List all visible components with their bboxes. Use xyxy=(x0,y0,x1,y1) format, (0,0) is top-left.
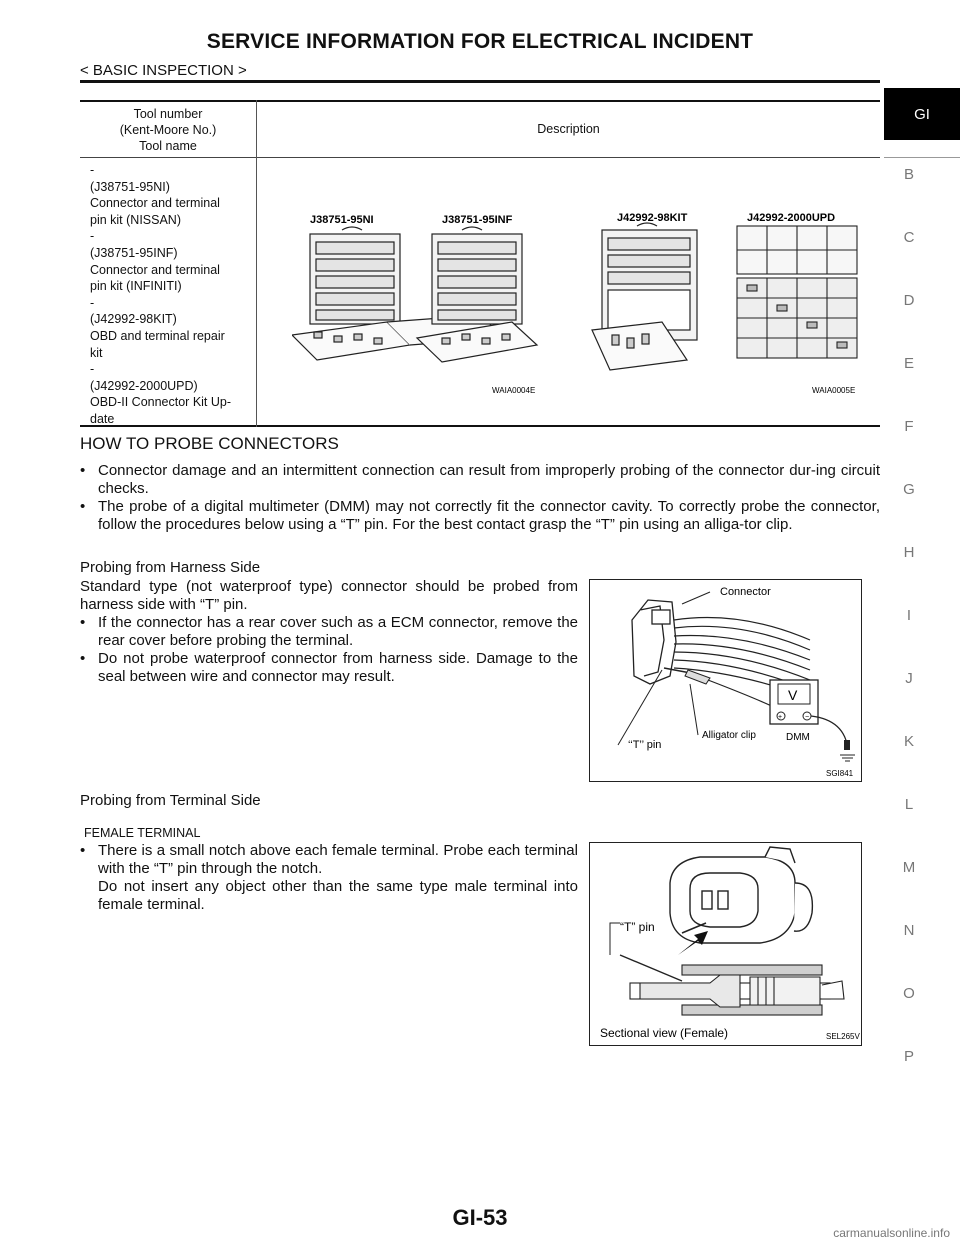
terminal-probe-figure xyxy=(589,842,862,1046)
tool-line: Connector and terminal xyxy=(90,196,220,211)
table-rule xyxy=(80,100,880,102)
figure-caption: Sectional view (Female) xyxy=(600,1026,729,1040)
table-header-tool xyxy=(80,106,256,154)
header-rule xyxy=(80,80,880,83)
tool-line: (J38751-95NI) xyxy=(90,179,170,194)
harness-probe-figure xyxy=(589,579,862,782)
tool-list xyxy=(90,162,250,428)
side-index-letter[interactable]: N xyxy=(903,922,915,939)
side-index-letter[interactable]: K xyxy=(903,733,914,750)
tool-line: OBD-II Connector Kit Up- xyxy=(90,395,232,410)
alligator-clip-icon xyxy=(685,670,710,684)
figure-code: SEL265V xyxy=(826,1032,860,1041)
subsection-heading: Probing from Harness Side xyxy=(80,559,261,576)
side-index-letter[interactable]: H xyxy=(903,544,915,561)
tool-line: - xyxy=(90,295,95,310)
tool-line: pin kit (NISSAN) xyxy=(90,212,181,227)
bullet-marker: • xyxy=(80,650,86,667)
bullet-text: Connector damage and an intermittent connection can result from improperly probing of the connector dur-ing circuit checks. xyxy=(98,462,880,497)
kit-label: J38751-95INF xyxy=(442,214,513,226)
side-index-letter[interactable]: B xyxy=(903,166,914,183)
side-index-letter[interactable]: O xyxy=(903,985,915,1002)
drawer-case-icon xyxy=(592,223,697,370)
list-item xyxy=(80,498,880,534)
figure-label: “T” pin xyxy=(620,920,655,934)
tool-line: Connector and terminal xyxy=(90,262,220,277)
list-item xyxy=(80,614,578,650)
minus-glyph: − xyxy=(805,714,810,721)
plus-glyph: + xyxy=(778,714,783,721)
side-index-letter[interactable]: F xyxy=(904,418,914,435)
figure-label: ‘‘T’’ pin xyxy=(628,739,662,751)
drawer-case-icon xyxy=(417,227,537,362)
figure-label: Connector xyxy=(720,586,771,598)
tool-line: OBD and terminal repair xyxy=(90,328,225,343)
tool-line: (J42992-98KIT) xyxy=(90,312,177,327)
table-rule xyxy=(80,157,880,158)
kit-label: J42992-2000UPD xyxy=(747,212,836,224)
kit-label: J38751-95NI xyxy=(310,214,374,226)
side-index-letter[interactable]: P xyxy=(903,1048,914,1065)
bullet-text: Do not insert any object other than the same type male terminal into female terminal. xyxy=(98,878,578,913)
side-index-letter[interactable]: L xyxy=(904,796,914,813)
list-item xyxy=(80,650,578,686)
watermark: carmanualsonline.info xyxy=(833,1226,950,1240)
subsection-subheading: FEMALE TERMINAL xyxy=(84,826,201,840)
figure-label: DMM xyxy=(786,732,810,743)
breadcrumb: < BASIC INSPECTION > xyxy=(80,62,247,79)
figure-code: WAIA0004E xyxy=(492,386,536,395)
table-header-description: Description xyxy=(537,122,600,136)
figure-code: WAIA0005E xyxy=(812,386,856,395)
bullet-text: There is a small notch above each female terminal. Probe each terminal with the “T” pin through the notch. xyxy=(98,842,578,877)
table-column-divider xyxy=(256,100,257,427)
tool-line: (J38751-95INF) xyxy=(90,245,178,260)
harness-probe-diagram xyxy=(590,580,861,781)
tool-line: - xyxy=(90,163,95,177)
page-title: SERVICE INFORMATION FOR ELECTRICAL INCIDENT xyxy=(206,30,754,53)
bullet-text: If the connector has a rear cover such as a ECM connector, remove the rear cover before probing the terminal. xyxy=(98,614,578,649)
list-item xyxy=(80,842,578,914)
kit-label: J42992-98KIT xyxy=(617,212,688,224)
tool-line: date xyxy=(90,411,115,426)
header-line: Tool name xyxy=(139,139,197,153)
page-number: GI-53 xyxy=(452,1205,508,1230)
terminal-probe-diagram xyxy=(590,843,861,1045)
subsection-heading: Probing from Terminal Side xyxy=(80,792,261,809)
bullet-marker: • xyxy=(80,842,86,859)
side-index-letter[interactable]: I xyxy=(906,607,912,624)
header-line: (Kent-Moore No.) xyxy=(119,123,217,137)
figure-code: SGI841 xyxy=(826,769,854,778)
bullet-marker: • xyxy=(80,498,86,515)
side-index-letter[interactable]: G xyxy=(903,481,915,498)
tool-line: - xyxy=(90,362,95,377)
bullet-text: The probe of a digital multimeter (DMM) may not correctly fit the connector cavity. To correctly probe the connector, follow the procedures below using a “T” pin. For the best contact grasp the “T” pin using an alliga-tor clip. xyxy=(98,498,880,533)
connector-kits-illustration xyxy=(292,210,872,405)
tool-line: - xyxy=(90,229,95,244)
side-index-active-tab[interactable]: GI xyxy=(884,88,960,140)
bullet-marker: • xyxy=(80,462,86,479)
side-index-letter[interactable]: M xyxy=(902,859,916,876)
tool-line: (J42992-2000UPD) xyxy=(90,378,198,393)
bullet-marker: • xyxy=(80,614,86,631)
tool-line: pin kit (INFINITI) xyxy=(90,279,182,294)
organizer-tray-icon xyxy=(737,226,857,358)
list-item xyxy=(80,462,880,498)
header-line: Tool number xyxy=(133,107,203,121)
side-index-letter[interactable]: C xyxy=(903,229,915,246)
meter-readout: V xyxy=(788,687,798,703)
connector-icon xyxy=(632,600,676,684)
tool-line: kit xyxy=(90,345,103,360)
side-index-letter[interactable]: E xyxy=(903,355,914,372)
bullet-text: Do not probe waterproof connector from harness side. Damage to the seal between wire and connector may result. xyxy=(98,650,578,685)
side-index-letter[interactable]: D xyxy=(903,292,915,309)
side-index-letter[interactable]: J xyxy=(905,670,913,687)
paragraph: Standard type (not waterproof type) connector should be probed from harness side with “T” pin. xyxy=(80,578,578,613)
section-heading: HOW TO PROBE CONNECTORS xyxy=(80,434,339,453)
figure-label: Alligator clip xyxy=(702,730,756,741)
side-index-rule xyxy=(884,157,960,158)
